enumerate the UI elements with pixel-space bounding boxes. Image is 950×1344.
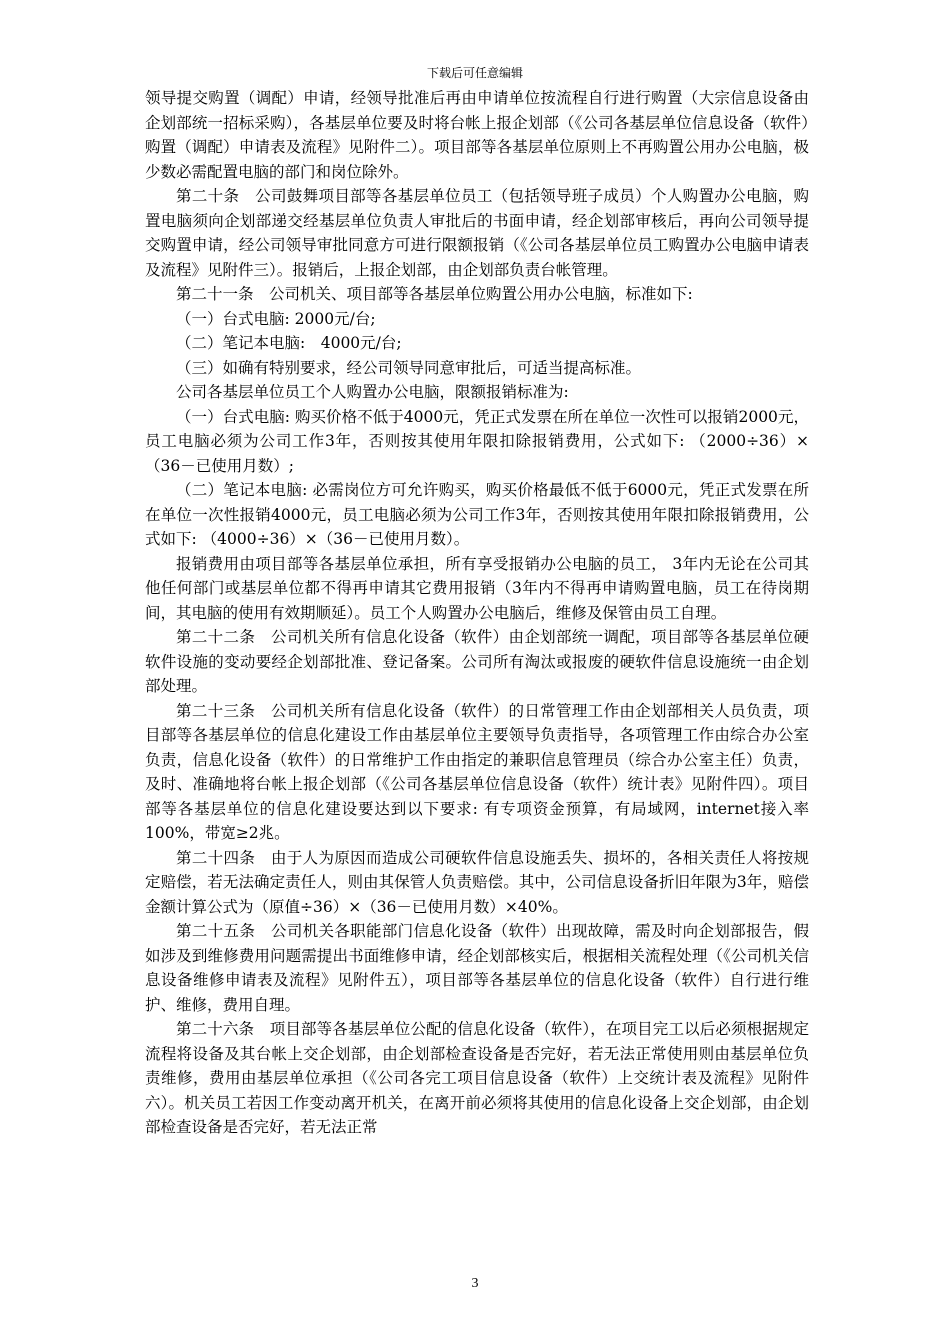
list-item-laptop-standard: （二）笔记本电脑: 4000元/台; xyxy=(176,334,402,352)
page-header: 下载后可任意编辑 xyxy=(426,66,523,80)
list-item-laptop-reimbursement: （二）笔记本电脑: 必需岗位方可允许购买，购买价格最低不低于6000元，凭正式发票在所在单位一次性报销4000元，员工电脑必须为公司工作3年，否则按其使用年限扣除报销费用，公式如下: （4000÷36）×（36－已使用月数）。 xyxy=(145,481,809,548)
paragraph-article-23: 第二十三条 公司机关所有信息化设备（软件）的日常管理工作由企划部相关人员负责，项目部等各基层单位的信息化建设工作由基层单位主要领导负责指导，各项管理工作由综合办公室负责，信息化设备（软件）的日常维护工作由指定的兼职信息管理员（综合办公室主任）负责，及时、准确地将台帐上报企划部（《公司各基层单位信息设备（软件）统计表》见附件四）。项目部等各基层单位的信息化建设要达到以下要求: 有专项资金预算，有局域网，internet接入率100%，带宽≥2兆。 xyxy=(145,701,809,842)
list-item-desktop-reimbursement: （一）台式电脑: 购买价格不低于4000元，凭正式发票在所在单位一次性可以报销2000元，员工电脑必须为公司工作3年，否则按其使用年限扣除报销费用，公式如下: （2000÷36）×（36－已使用月数）; xyxy=(145,407,809,475)
paragraph-article-21: 第二十一条 公司机关、项目部等各基层单位购置公用办公电脑，标准如下: xyxy=(176,285,693,303)
document-body xyxy=(145,86,809,1140)
paragraph-article-26: 第二十六条 项目部等各基层单位公配的信息化设备（软件），在项目完工以后必须根据规定流程将设备及其台帐上交企划部，由企划部检查设备是否完好，若无法正常使用则由基层单位负责维修，费用由基层单位承担（《公司各完工项目信息设备（软件）上交统计表及流程》见附件六）。机关员工若因工作变动离开机关，在离开前必须将其使用的信息化设备上交企划部，由企划部检查设备是否完好，若无法正常 xyxy=(145,1020,809,1136)
page-number: 3 xyxy=(471,1276,479,1291)
list-item-special-requirement: （三）如确有特别要求，经公司领导同意审批后，可适当提高标准。 xyxy=(176,358,642,377)
paragraph-article-20: 第二十条 公司鼓舞项目部等各基层单位员工（包括领导班子成员）个人购置办公电脑，购置电脑须向企划部递交经基层单位负责人审批后的书面申请，经企划部审核后，再向公司领导提交购置申请，经公司领导审批同意方可进行限额报销（《公司各基层单位员工购置办公电脑申请表及流程》见附件三）。报销后，上报企划部，由企划部负责台帐管理。 xyxy=(145,187,809,279)
list-item-desktop-standard: （一）台式电脑: 2000元/台; xyxy=(176,309,376,328)
paragraph-reimbursement-standard: 公司各基层单位员工个人购置办公电脑，限额报销标准为: xyxy=(176,383,569,401)
paragraph-article-22: 第二十二条 公司机关所有信息化设备（软件）由企划部统一调配，项目部等各基层单位硬软件设施的变动要经企划部批准、登记备案。公司所有淘汰或报废的硬软件信息设施统一由企划部处理。 xyxy=(145,628,809,695)
paragraph: 领导提交购置（调配）申请，经领导批准后再由申请单位按流程自行进行购置（大宗信息设备由企划部统一招标采购），各基层单位要及时将台帐上报企划部（《公司各基层单位信息设备（软件）购置（调配）申请表及流程》见附件二）。项目部等各基层单位原则上不再购置公用办公电脑，极少数必需配置电脑的部门和岗位除外。 xyxy=(145,89,809,181)
paragraph-article-25: 第二十五条 公司机关各职能部门信息化设备（软件）出现故障，需及时向企划部报告，假如涉及到维修费用问题需提出书面维修申请，经企划部核实后，根据相关流程处理（《公司机关信息设备维修申请表及流程》见附件五），项目部等各基层单位的信息化设备（软件）自行进行维护、维修，费用自理。 xyxy=(145,922,809,1014)
paragraph-reimbursement-cost: 报销费用由项目部等各基层单位承担，所有享受报销办公电脑的员工， 3年内无论在公司其他任何部门或基层单位都不得再申请其它费用报销（3年内不得再申请购置电脑，员工在待岗期间，其电脑的使用有效期顺延）。员工个人购置办公电脑后，维修及保管由员工自理。 xyxy=(145,554,809,622)
paragraph-article-24: 第二十四条 由于人为原因而造成公司硬软件信息设施丢失、损坏的，各相关责任人将按规定赔偿，若无法确定责任人，则由其保管人负责赔偿。其中，公司信息设备折旧年限为3年，赔偿金额计算公式为（原值÷36）×（36－已使用月数）×40%。 xyxy=(145,848,809,916)
